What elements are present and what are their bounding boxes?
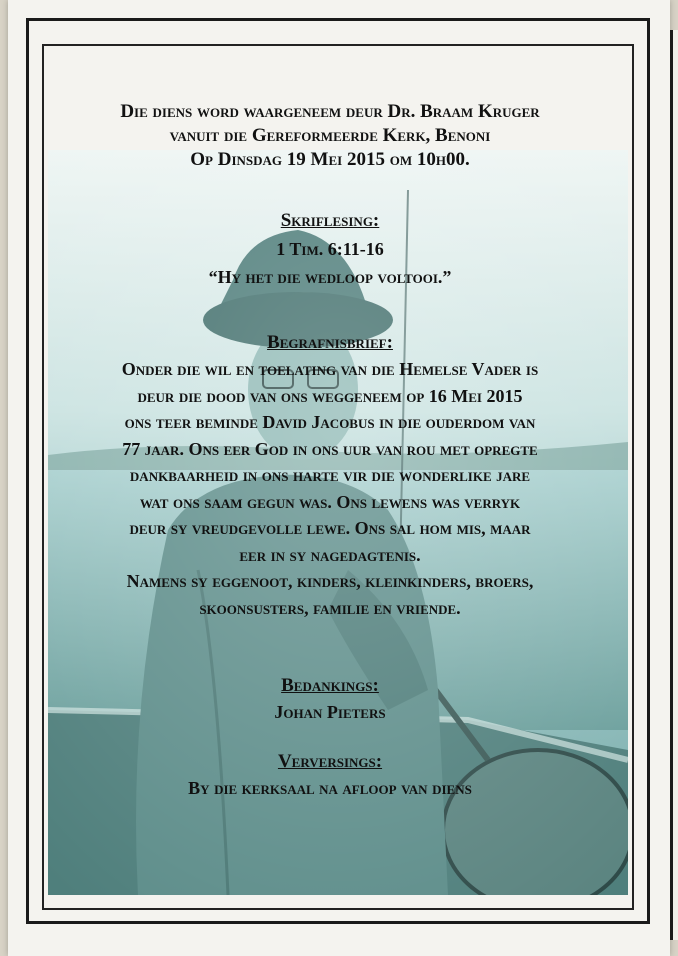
letter-line: skoonsusters, familie en vriende. xyxy=(199,597,461,618)
thanks-name: Johan Pieters xyxy=(274,702,386,722)
intro-line: Die diens word waargeneem deur Dr. Braam Kruger xyxy=(120,101,540,122)
thanks-heading: Bedankings: xyxy=(281,675,379,696)
program-text xyxy=(40,100,620,799)
letter-line: eer in sy nagedagtenis. xyxy=(239,544,421,565)
letter-line: 77 jaar. Ons eer God in ons uur van rou met opregte xyxy=(122,438,538,459)
letter-line: Onder die wil en toelating van die Hemelse Vader is xyxy=(121,359,539,379)
scripture-reference: 1 Tim. 6:11-16 xyxy=(276,239,384,259)
scripture-heading: Skriflesing: xyxy=(280,210,380,231)
letter-line: Namens sy eggenoot, kinders, kleinkinders, broers, xyxy=(126,571,534,591)
refreshments-text: By die kerksaal na afloop van diens xyxy=(188,778,472,798)
funeral-letter-section xyxy=(40,332,620,621)
letter-line: ons teer beminde David Jacobus in die ouderdom van xyxy=(124,412,536,432)
service-intro xyxy=(40,100,620,172)
funeral-letter-heading: Begrafnisbrief: xyxy=(267,332,393,353)
refreshments-heading: Verversings: xyxy=(277,751,383,772)
adjacent-page-edge xyxy=(670,30,678,940)
letter-line: deur sy vreudgevolle lewe. Ons sal hom mis, maar xyxy=(129,518,531,538)
letter-line: dankbaarheid in ons harte vir die wonderlike jare xyxy=(129,465,531,485)
letter-line: wat ons saam gegun was. Ons lewens was verryk xyxy=(139,491,521,512)
intro-line: vanuit die Gereformeerde Kerk, Benoni xyxy=(169,125,491,146)
letter-line: deur die dood van ons weggeneem op 16 Mei 2015 xyxy=(137,385,523,406)
thanks-section xyxy=(40,675,620,723)
refreshments-section xyxy=(40,751,620,799)
scripture-section xyxy=(40,210,620,288)
intro-line: Op Dinsdag 19 Mei 2015 om 10h00. xyxy=(190,149,470,170)
scripture-quote: “Hy het die wedloop voltooi.” xyxy=(208,267,452,287)
